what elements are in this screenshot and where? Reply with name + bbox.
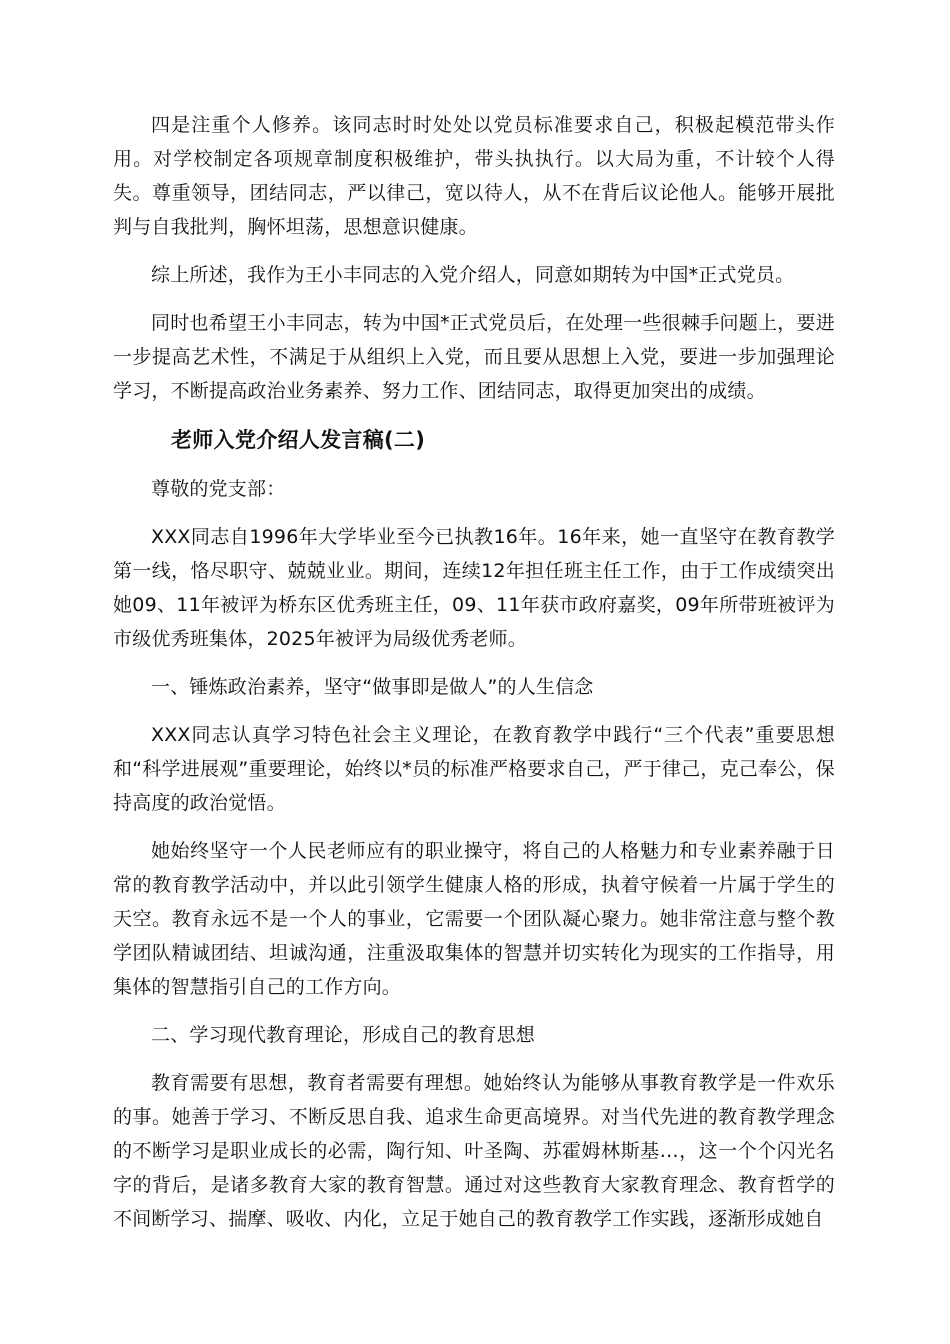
paragraph-career-overview: XXX同志自1996年大学毕业至今已执教16年。16年来，她一直坚守在教育教学第一线，恪尽职守、兢兢业业。期间，连续12年担任班主任工作，由于工作成绩突出她09、11年被评为桥东区优秀班主任，09、11年获市政府嘉奖，09年所带班被评为市级优秀班集体，2025年被评为局级优秀老师。 (113, 526, 835, 650)
paragraph-theory-study: XXX同志认真学习特色社会主义理论，在教育教学中践行“三个代表”重要思想和“科学进展观”重要理论，始终以*员的标准严格要求自己，严于律己，克己奉公，保持高度的政治觉悟。 (113, 724, 835, 814)
paragraph-salutation: 尊敬的党支部： (151, 478, 286, 500)
paragraph-summary: 综上所述，我作为王小丰同志的入党介绍人，同意如期转为中国*正式党员。 (151, 264, 795, 286)
subheading-education-theory: 二、学习现代教育理论，形成自己的教育思想 (151, 1024, 536, 1046)
paragraph-professional-ethics: 她始终坚守一个人民老师应有的职业操守，将自己的人格魅力和专业素养融于日常的教育教学活动中，并以此引领学生健康人格的形成，执着守候着一片属于学生的天空。教育永远不是一个人的事业，它需要一个团队凝心聚力。她非常注意与整个教学团队精诚团结、坦诚沟通，注重汲取集体的智慧并切实转化为现实的工作指导，用集体的智慧指引自己的工作方向。 (113, 840, 835, 998)
paragraph-education-thought: 教育需要有思想，教育者需要有理想。她始终认为能够从事教育教学是一件欢乐的事。她善于学习、不断反思自我、追求生命更高境界。对当代先进的教育教学理念的不断学习是职业成长的必需，陶行知、叶圣陶、苏霍姆林斯基…，这一个个闪光名字的背后，是诸多教育大家的教育智慧。通过对这些教育大家教育理念、教育哲学的不间断学习、揣摩、吸收、内化，立足于她自己的教育教学工作实践，逐渐形成她自 (113, 1072, 835, 1230)
section-heading: 老师入党介绍人发言稿(二) (171, 428, 426, 452)
paragraph-expectation: 同时也希望王小丰同志，转为中国*正式党员后，在处理一些很棘手问题上，要进一步提高艺术性，不满足于从组织上入党，而且要从思想上入党，要进一步加强理论学习，不断提高政治业务素养、努力工作、团结同志，取得更加突出的成绩。 (113, 312, 835, 402)
paragraph-personal-cultivation: 四是注重个人修养。该同志时时处处以党员标准要求自己，积极起模范带头作用。对学校制定各项规章制度积极维护，带头执执行。以大局为重，不计较个人得失。尊重领导，团结同志，严以律己，宽以待人，从不在背后议论他人。能够开展批判与自我批判，胸怀坦荡，思想意识健康。 (113, 114, 835, 238)
subheading-political-quality: 一、锤炼政治素养，坚守“做事即是做人”的人生信念 (151, 676, 594, 698)
document-body (113, 108, 835, 1250)
